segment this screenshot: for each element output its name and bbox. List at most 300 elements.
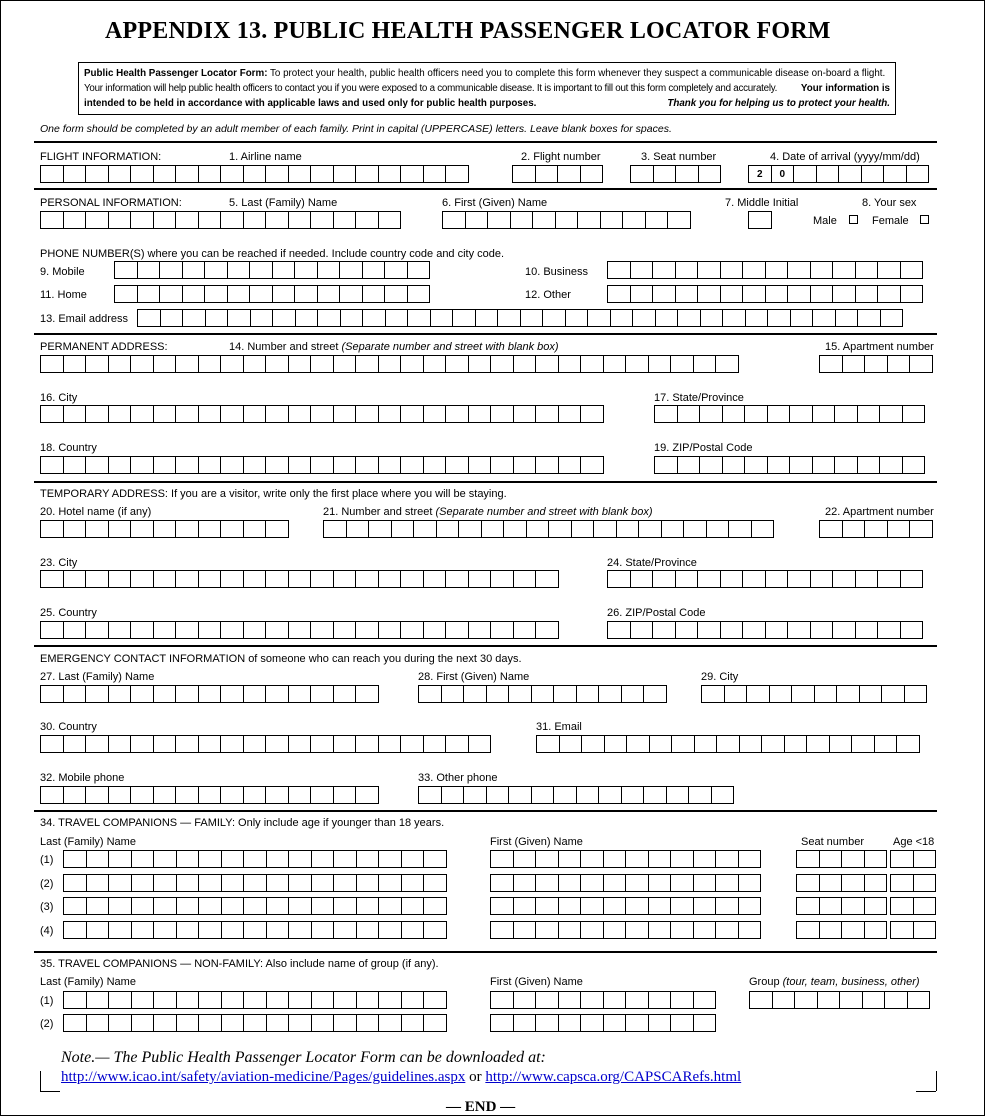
char-box[interactable] (198, 1014, 222, 1032)
char-box[interactable] (63, 1014, 87, 1032)
char-box[interactable] (693, 355, 717, 373)
char-box[interactable] (378, 165, 402, 183)
char-box[interactable] (311, 921, 335, 939)
family-first-boxes[interactable] (490, 921, 761, 939)
char-box[interactable] (445, 621, 469, 639)
char-box[interactable] (512, 165, 536, 183)
char-box[interactable] (310, 456, 334, 474)
char-box[interactable] (182, 285, 206, 303)
char-box[interactable] (40, 570, 64, 588)
char-box[interactable] (513, 621, 537, 639)
char-box[interactable] (598, 786, 622, 804)
char-box[interactable] (362, 309, 386, 327)
char-box[interactable] (677, 456, 701, 474)
char-box[interactable] (630, 165, 654, 183)
char-box[interactable] (221, 850, 245, 868)
char-box[interactable] (445, 456, 469, 474)
female-checkbox[interactable] (920, 215, 929, 224)
char-box[interactable] (423, 165, 447, 183)
char-box[interactable] (699, 456, 723, 474)
char-box[interactable] (153, 1014, 177, 1032)
char-box[interactable] (130, 685, 154, 703)
char-box[interactable] (503, 520, 527, 538)
perm-street-boxes[interactable] (40, 355, 739, 373)
char-box[interactable] (153, 735, 177, 753)
char-box[interactable] (772, 991, 796, 1009)
char-box[interactable] (445, 405, 469, 423)
char-box[interactable] (63, 165, 87, 183)
char-box[interactable] (748, 211, 772, 229)
char-box[interactable] (745, 309, 769, 327)
char-box[interactable] (607, 570, 631, 588)
hotel-boxes[interactable] (40, 520, 289, 538)
char-box[interactable] (761, 735, 785, 753)
char-box[interactable] (63, 850, 87, 868)
family-last-boxes[interactable] (63, 897, 447, 915)
char-box[interactable] (580, 355, 604, 373)
char-box[interactable] (793, 165, 817, 183)
family-first-boxes[interactable] (490, 850, 761, 868)
char-box[interactable] (603, 991, 627, 1009)
char-box[interactable] (784, 735, 808, 753)
char-box[interactable] (63, 355, 87, 373)
char-box[interactable] (558, 874, 582, 892)
char-box[interactable] (423, 570, 447, 588)
char-box[interactable] (765, 570, 789, 588)
char-box[interactable] (490, 850, 514, 868)
family-age-boxes[interactable] (890, 897, 936, 915)
char-box[interactable] (310, 165, 334, 183)
char-box[interactable] (652, 570, 676, 588)
char-box[interactable] (131, 874, 155, 892)
char-box[interactable] (558, 405, 582, 423)
char-box[interactable] (907, 991, 931, 1009)
char-box[interactable] (744, 456, 768, 474)
char-box[interactable] (490, 921, 514, 939)
char-box[interactable] (715, 921, 739, 939)
char-box[interactable] (890, 921, 914, 939)
char-box[interactable] (176, 921, 200, 939)
char-box[interactable] (841, 921, 865, 939)
char-box[interactable] (832, 621, 856, 639)
char-box[interactable] (810, 570, 834, 588)
char-box[interactable] (176, 1014, 200, 1032)
char-box[interactable] (400, 405, 424, 423)
char-box[interactable] (407, 261, 431, 279)
char-box[interactable] (63, 786, 87, 804)
char-box[interactable] (720, 285, 744, 303)
char-box[interactable] (616, 520, 640, 538)
char-box[interactable] (295, 309, 319, 327)
family-age-boxes[interactable] (890, 874, 936, 892)
char-box[interactable] (400, 735, 424, 753)
char-box[interactable] (580, 405, 604, 423)
char-box[interactable] (490, 991, 514, 1009)
char-box[interactable] (909, 355, 933, 373)
char-box[interactable] (787, 570, 811, 588)
char-box[interactable] (810, 285, 834, 303)
char-box[interactable] (531, 685, 555, 703)
char-box[interactable] (86, 874, 110, 892)
char-box[interactable] (63, 874, 87, 892)
char-box[interactable] (310, 211, 334, 229)
char-box[interactable] (855, 261, 879, 279)
male-checkbox[interactable] (849, 215, 858, 224)
char-box[interactable] (722, 456, 746, 474)
char-box[interactable] (630, 285, 654, 303)
char-box[interactable] (40, 735, 64, 753)
char-box[interactable] (513, 355, 537, 373)
char-box[interactable] (310, 570, 334, 588)
char-box[interactable] (675, 621, 699, 639)
char-box[interactable] (558, 991, 582, 1009)
char-box[interactable] (249, 285, 273, 303)
char-box[interactable] (787, 261, 811, 279)
char-box[interactable] (749, 991, 773, 1009)
char-box[interactable] (205, 309, 229, 327)
char-box[interactable] (603, 897, 627, 915)
char-box[interactable] (548, 520, 572, 538)
char-box[interactable] (812, 309, 836, 327)
char-box[interactable] (468, 456, 492, 474)
char-box[interactable] (683, 520, 707, 538)
char-box[interactable] (555, 211, 579, 229)
char-box[interactable] (265, 520, 289, 538)
char-box[interactable] (198, 165, 222, 183)
char-box[interactable] (85, 456, 109, 474)
char-box[interactable]: 0 (771, 165, 795, 183)
char-box[interactable] (153, 520, 177, 538)
char-box[interactable] (580, 921, 604, 939)
char-box[interactable] (864, 355, 888, 373)
char-box[interactable] (63, 570, 87, 588)
char-box[interactable] (391, 520, 415, 538)
perm-apt-boxes[interactable] (819, 355, 933, 373)
char-box[interactable] (535, 897, 559, 915)
family-last-boxes[interactable] (63, 921, 447, 939)
char-box[interactable] (243, 621, 267, 639)
char-box[interactable] (670, 921, 694, 939)
char-box[interactable] (378, 456, 402, 474)
char-box[interactable] (769, 685, 793, 703)
char-box[interactable] (159, 261, 183, 279)
perm-state-boxes[interactable] (654, 405, 925, 423)
char-box[interactable] (243, 850, 267, 868)
char-box[interactable] (130, 165, 154, 183)
char-box[interactable] (558, 355, 582, 373)
char-box[interactable] (626, 735, 650, 753)
char-box[interactable] (806, 735, 830, 753)
char-box[interactable] (442, 211, 466, 229)
char-box[interactable] (648, 991, 672, 1009)
char-box[interactable] (580, 850, 604, 868)
char-box[interactable] (310, 355, 334, 373)
char-box[interactable] (738, 921, 762, 939)
char-box[interactable] (355, 786, 379, 804)
char-box[interactable] (198, 570, 222, 588)
char-box[interactable] (508, 685, 532, 703)
char-box[interactable] (288, 1014, 312, 1032)
char-box[interactable] (227, 285, 251, 303)
char-box[interactable] (621, 786, 645, 804)
char-box[interactable] (742, 570, 766, 588)
char-box[interactable] (356, 921, 380, 939)
char-box[interactable] (333, 355, 357, 373)
char-box[interactable] (787, 621, 811, 639)
char-box[interactable] (423, 921, 447, 939)
char-box[interactable] (85, 685, 109, 703)
char-box[interactable] (604, 735, 628, 753)
char-box[interactable] (654, 456, 678, 474)
char-box[interactable] (694, 735, 718, 753)
char-box[interactable] (693, 1014, 717, 1032)
char-box[interactable] (340, 309, 364, 327)
char-box[interactable] (175, 165, 199, 183)
char-box[interactable] (198, 456, 222, 474)
char-box[interactable] (535, 355, 559, 373)
char-box[interactable] (652, 261, 676, 279)
char-box[interactable] (418, 685, 442, 703)
char-box[interactable] (819, 355, 843, 373)
char-box[interactable] (879, 405, 903, 423)
char-box[interactable] (198, 520, 222, 538)
char-box[interactable] (40, 520, 64, 538)
char-box[interactable] (220, 735, 244, 753)
char-box[interactable] (603, 355, 627, 373)
char-box[interactable] (436, 520, 460, 538)
char-box[interactable] (153, 786, 177, 804)
char-box[interactable] (577, 211, 601, 229)
char-box[interactable] (198, 621, 222, 639)
char-box[interactable] (490, 570, 514, 588)
char-box[interactable] (877, 621, 901, 639)
emerg-mobile-boxes[interactable] (40, 786, 379, 804)
char-box[interactable] (720, 570, 744, 588)
char-box[interactable] (841, 850, 865, 868)
char-box[interactable] (791, 685, 815, 703)
char-box[interactable] (765, 621, 789, 639)
char-box[interactable] (913, 850, 937, 868)
char-box[interactable] (722, 309, 746, 327)
char-box[interactable] (864, 921, 888, 939)
char-box[interactable] (108, 520, 132, 538)
char-box[interactable] (40, 621, 64, 639)
char-box[interactable] (356, 991, 380, 1009)
char-box[interactable] (468, 570, 492, 588)
char-box[interactable] (580, 1014, 604, 1032)
char-box[interactable] (607, 621, 631, 639)
char-box[interactable] (356, 1014, 380, 1032)
char-box[interactable] (738, 897, 762, 915)
char-box[interactable] (176, 850, 200, 868)
char-box[interactable] (746, 685, 770, 703)
char-box[interactable] (699, 405, 723, 423)
char-box[interactable] (153, 991, 177, 1009)
char-box[interactable] (400, 570, 424, 588)
char-box[interactable] (288, 621, 312, 639)
char-box[interactable] (265, 621, 289, 639)
char-box[interactable] (310, 621, 334, 639)
char-box[interactable] (513, 921, 537, 939)
char-box[interactable] (108, 874, 132, 892)
char-box[interactable] (423, 735, 447, 753)
char-box[interactable] (137, 285, 161, 303)
char-box[interactable] (339, 261, 363, 279)
char-box[interactable] (468, 621, 492, 639)
char-box[interactable] (175, 685, 199, 703)
char-box[interactable] (333, 621, 357, 639)
char-box[interactable] (423, 874, 447, 892)
char-box[interactable] (378, 850, 402, 868)
char-box[interactable] (722, 405, 746, 423)
char-box[interactable] (832, 285, 856, 303)
char-box[interactable] (243, 520, 267, 538)
char-box[interactable] (839, 991, 863, 1009)
char-box[interactable] (130, 570, 154, 588)
business-boxes[interactable] (607, 261, 923, 279)
char-box[interactable] (288, 921, 312, 939)
char-box[interactable] (175, 405, 199, 423)
char-box[interactable] (160, 309, 184, 327)
char-box[interactable] (153, 355, 177, 373)
char-box[interactable] (810, 261, 834, 279)
char-box[interactable] (513, 850, 537, 868)
char-box[interactable] (819, 921, 843, 939)
char-box[interactable] (887, 520, 911, 538)
char-box[interactable] (677, 309, 701, 327)
char-box[interactable] (670, 874, 694, 892)
char-box[interactable] (175, 621, 199, 639)
char-box[interactable] (114, 261, 138, 279)
char-box[interactable] (385, 309, 409, 327)
char-box[interactable] (789, 405, 813, 423)
char-box[interactable] (288, 786, 312, 804)
char-box[interactable] (675, 285, 699, 303)
char-box[interactable] (266, 897, 290, 915)
char-box[interactable] (85, 520, 109, 538)
char-box[interactable] (333, 897, 357, 915)
char-box[interactable] (881, 685, 905, 703)
char-box[interactable] (131, 897, 155, 915)
char-box[interactable] (288, 685, 312, 703)
char-box[interactable] (288, 991, 312, 1009)
char-box[interactable] (63, 211, 87, 229)
char-box[interactable] (510, 211, 534, 229)
char-box[interactable] (108, 1014, 132, 1032)
char-box[interactable] (513, 405, 537, 423)
char-box[interactable] (333, 874, 357, 892)
char-box[interactable] (697, 261, 721, 279)
char-box[interactable] (796, 897, 820, 915)
char-box[interactable] (356, 850, 380, 868)
char-box[interactable] (86, 921, 110, 939)
char-box[interactable] (580, 897, 604, 915)
char-box[interactable] (198, 405, 222, 423)
char-box[interactable] (603, 850, 627, 868)
char-box[interactable] (452, 309, 476, 327)
char-box[interactable] (40, 355, 64, 373)
char-box[interactable] (670, 850, 694, 868)
char-box[interactable] (204, 285, 228, 303)
char-box[interactable] (198, 921, 222, 939)
char-box[interactable] (288, 735, 312, 753)
nonfamily-first-boxes[interactable] (490, 1014, 716, 1032)
char-box[interactable] (86, 1014, 110, 1032)
char-box[interactable] (243, 874, 267, 892)
char-box[interactable] (817, 991, 841, 1009)
char-box[interactable] (288, 165, 312, 183)
char-box[interactable] (85, 570, 109, 588)
char-box[interactable] (175, 355, 199, 373)
char-box[interactable] (153, 165, 177, 183)
char-box[interactable] (812, 405, 836, 423)
char-box[interactable] (864, 850, 888, 868)
char-box[interactable] (887, 355, 911, 373)
char-box[interactable] (423, 991, 447, 1009)
char-box[interactable] (265, 786, 289, 804)
char-box[interactable] (86, 991, 110, 1009)
char-box[interactable] (355, 570, 379, 588)
char-box[interactable] (63, 405, 87, 423)
char-box[interactable] (625, 1014, 649, 1032)
char-box[interactable] (652, 621, 676, 639)
char-box[interactable] (339, 285, 363, 303)
char-box[interactable] (198, 897, 222, 915)
char-box[interactable] (294, 261, 318, 279)
char-box[interactable] (220, 165, 244, 183)
char-box[interactable] (670, 355, 694, 373)
emerg-first-boxes[interactable] (418, 685, 667, 703)
char-box[interactable] (63, 991, 87, 1009)
char-box[interactable] (333, 685, 357, 703)
char-box[interactable] (346, 520, 370, 538)
emerg-email-boxes[interactable] (536, 735, 920, 753)
char-box[interactable] (535, 621, 559, 639)
char-box[interactable] (266, 874, 290, 892)
char-box[interactable] (630, 621, 654, 639)
char-box[interactable] (468, 355, 492, 373)
char-box[interactable] (355, 456, 379, 474)
char-box[interactable] (900, 621, 924, 639)
char-box[interactable] (272, 261, 296, 279)
char-box[interactable] (879, 456, 903, 474)
char-box[interactable] (243, 1014, 267, 1032)
char-box[interactable] (697, 621, 721, 639)
char-box[interactable] (621, 685, 645, 703)
char-box[interactable] (649, 735, 673, 753)
char-box[interactable] (890, 897, 914, 915)
char-box[interactable] (227, 309, 251, 327)
char-box[interactable] (900, 261, 924, 279)
char-box[interactable] (535, 165, 559, 183)
char-box[interactable] (490, 405, 514, 423)
char-box[interactable] (675, 570, 699, 588)
char-box[interactable] (670, 1014, 694, 1032)
emerg-other-phone-boxes[interactable] (418, 786, 734, 804)
char-box[interactable] (63, 735, 87, 753)
char-box[interactable] (288, 405, 312, 423)
char-box[interactable] (859, 685, 883, 703)
char-box[interactable] (227, 261, 251, 279)
char-box[interactable] (265, 355, 289, 373)
char-box[interactable] (108, 850, 132, 868)
char-box[interactable] (625, 850, 649, 868)
temp-city-boxes[interactable] (40, 570, 559, 588)
char-box[interactable] (834, 405, 858, 423)
char-box[interactable] (63, 456, 87, 474)
char-box[interactable] (655, 309, 679, 327)
char-box[interactable] (652, 285, 676, 303)
